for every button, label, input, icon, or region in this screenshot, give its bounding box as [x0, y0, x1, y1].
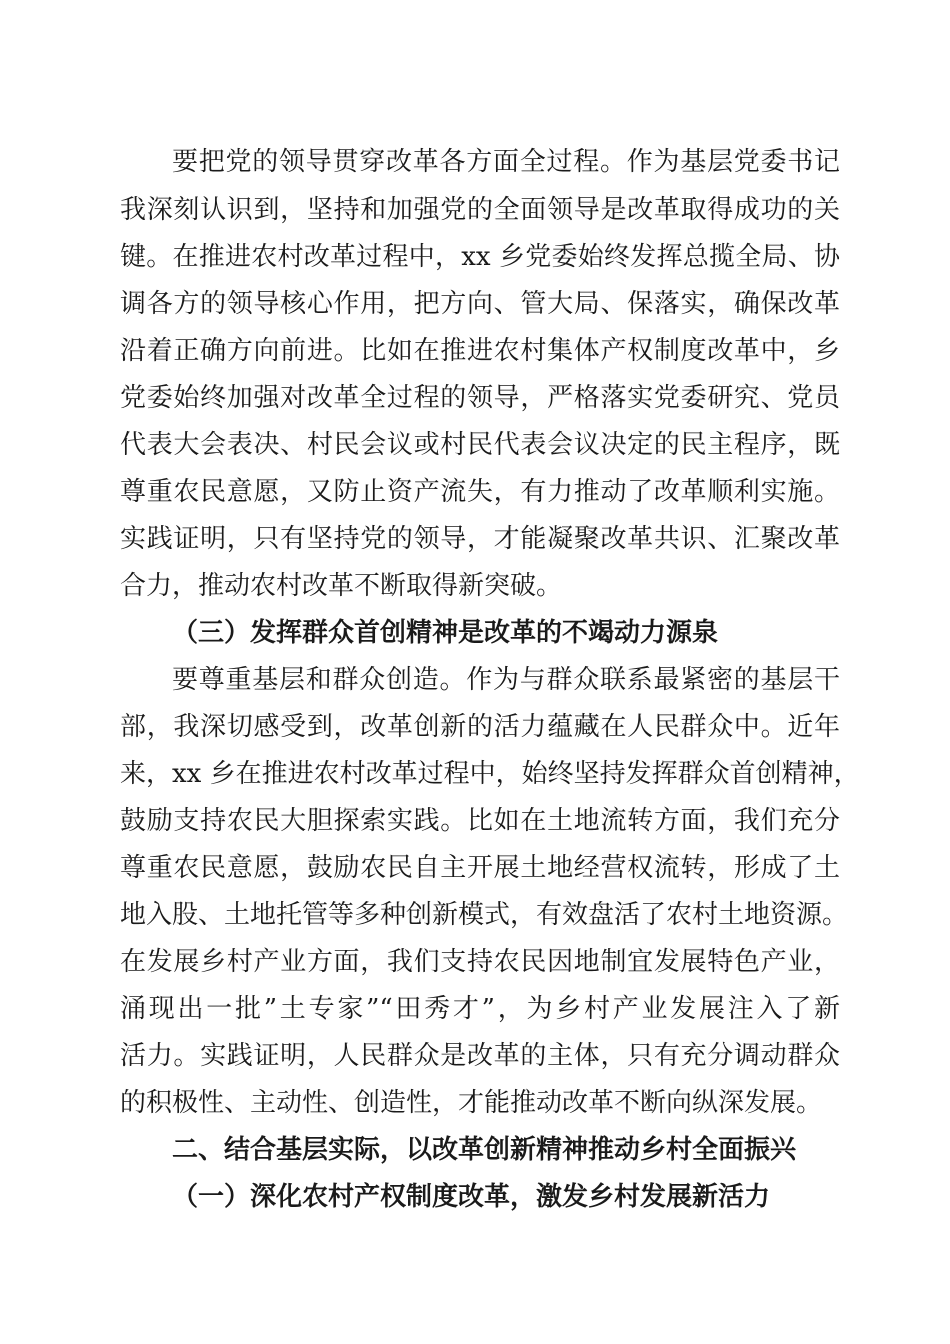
paragraph-line: 在发展乡村产业方面，我们支持农民因地制宜发展特色产业， — [120, 947, 840, 977]
paragraph-line: 尊重农民意愿，鼓励农民自主开展土地经营权流转，形成了土 — [120, 853, 840, 883]
paragraph-line: 活力。实践证明，人民群众是改革的主体，只有充分调动群众 — [120, 1041, 840, 1071]
section-heading: （三）发挥群众首创精神是改革的不竭动力源泉 — [172, 618, 719, 648]
paragraph-line: 要把党的领导贯穿改革各方面全过程。作为基层党委书记 — [172, 147, 840, 177]
paragraph-line: 的积极性、主动性、创造性，才能推动改革不断向纵深发展。 — [120, 1088, 823, 1118]
chapter-heading: 二、结合基层实际，以改革创新精神推动乡村全面振兴 — [172, 1135, 797, 1165]
paragraph-line: 调各方的领导核心作用，把方向、管大局、保落实，确保改革 — [120, 289, 840, 319]
paragraph-line: 鼓励支持农民大胆探索实践。比如在土地流转方面，我们充分 — [120, 806, 840, 836]
paragraph-line: 涌现出一批”土专家”“田秀才”，为乡村产业发展注入了新 — [120, 994, 840, 1024]
paragraph-line: 来，xx 乡在推进农村改革过程中，始终坚持发挥群众首创精神， — [120, 759, 860, 789]
paragraph-line: 尊重农民意愿，又防止资产流失，有力推动了改革顺利实施。 — [120, 477, 840, 507]
paragraph-line: 沿着正确方向前进。比如在推进农村集体产权制度改革中，乡 — [120, 336, 840, 366]
section-heading: （一）深化农村产权制度改革，激发乡村发展新活力 — [172, 1182, 771, 1212]
paragraph-line: 地入股、土地托管等多种创新模式，有效盘活了农村土地资源。 — [120, 900, 849, 930]
paragraph-line: 代表大会表决、村民会议或村民代表会议决定的民主程序，既 — [120, 430, 840, 460]
paragraph-line: 党委始终加强对改革全过程的领导，严格落实党委研究、党员 — [120, 383, 840, 413]
paragraph-line: 部，我深切感受到，改革创新的活力蕴藏在人民群众中。近年 — [120, 712, 840, 742]
paragraph-line: 要尊重基层和群众创造。作为与群众联系最紧密的基层干 — [172, 665, 840, 695]
paragraph-line: 合力，推动农村改革不断取得新突破。 — [120, 571, 563, 601]
paragraph-line: 实践证明，只有坚持党的领导，才能凝聚改革共识、汇聚改革 — [120, 524, 840, 554]
paragraph-line: 键。在推进农村改革过程中，xx 乡党委始终发挥总揽全局、协 — [120, 242, 840, 272]
paragraph-line: 我深刻认识到，坚持和加强党的全面领导是改革取得成功的关 — [120, 195, 840, 225]
